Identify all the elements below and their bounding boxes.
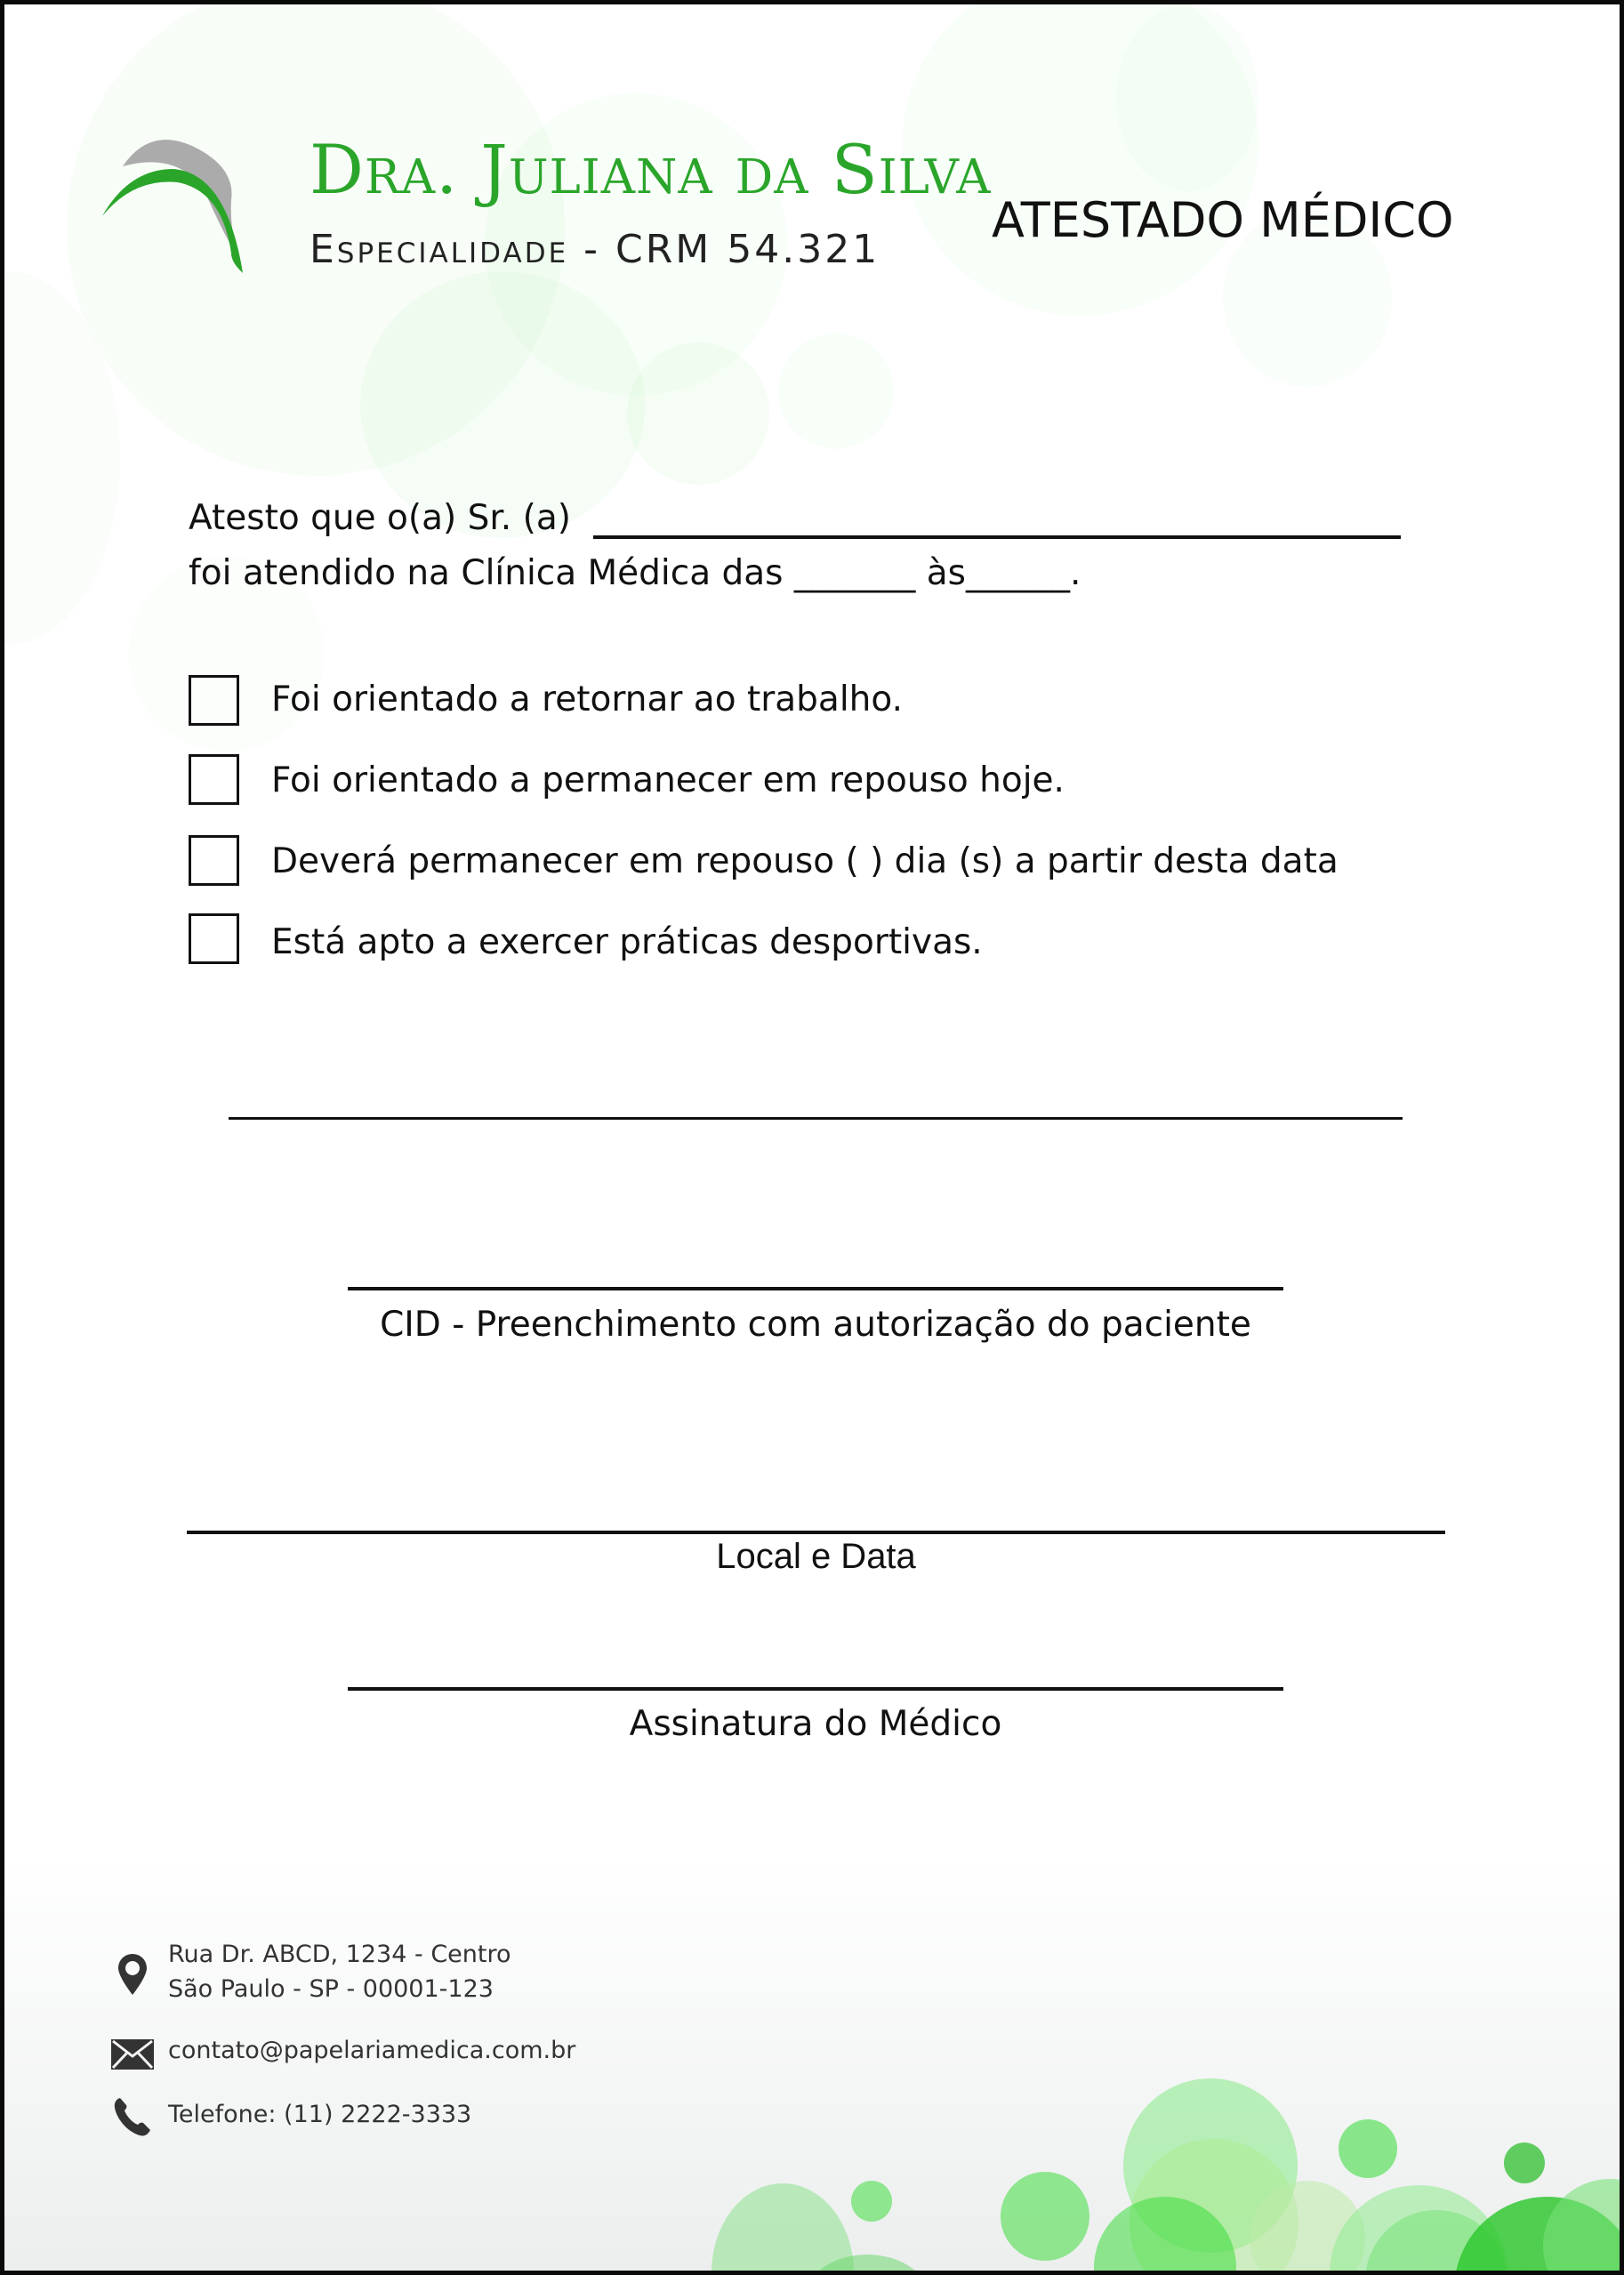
bg-bubble [778,334,894,449]
bg-bubble [1094,2197,1236,2275]
phone-icon [113,2096,152,2141]
bg-bubble [1123,2078,1298,2253]
bg-bubble [1001,2172,1089,2261]
local-date-label: Local e Data [716,1537,916,1576]
option-return-to-work-label: Foi orientado a retornar ao trabalho. [271,679,903,719]
document-title: ATESTADO MÉDICO [992,192,1454,248]
bg-bubble [851,2181,892,2222]
address [168,1937,511,2006]
bg-bubble [712,2183,854,2275]
option-fit-for-sports-label: Está apto a exercer práticas desportivas. [271,922,983,962]
checkbox-fit-for-sports[interactable] [189,913,239,964]
patient-name-line [189,498,571,538]
address-line-1: Rua Dr. ABCD, 1234 - Centro [168,1941,511,1968]
bg-bubble [1365,2210,1507,2275]
bg-bubble [1543,2179,1624,2275]
phone-number: Telefone: (11) 2222-3333 [168,2101,472,2128]
option-rest-days-label: Deverá permanecer em repouso ( ) dia (s) a partir desta data [271,841,1339,881]
doctor-specialty: Especialidade - CRM 54.321 [310,227,880,272]
location-pin-icon [118,1954,147,1998]
cid-field-line[interactable] [348,1287,1283,1290]
bg-bubble [805,2255,929,2275]
attendance-time-line: foi atendido na Clínica Médica das _______ às______. [189,553,1081,593]
bg-bubble [1130,2139,1298,2275]
notes-line[interactable] [229,1117,1403,1120]
checkbox-rest-today[interactable] [189,754,239,805]
bg-bubble [1339,2119,1397,2178]
address-line-2: São Paulo - SP - 00001-123 [168,1975,494,2004]
option-rest-today-label: Foi orientado a permanecer em repouso hoje. [271,760,1065,800]
bg-bubble [1116,4,1258,191]
logo-arcs-icon [98,129,276,280]
doctor-signature-line[interactable] [348,1687,1283,1691]
patient-name-prefix: Atesto que o(a) Sr. (a) [189,498,571,538]
bg-bubble [0,271,120,645]
bg-bubble [1454,2197,1624,2275]
checkbox-return-to-work[interactable] [189,675,239,726]
bg-bubble [1250,2181,1365,2275]
local-date-field-line[interactable] [187,1531,1445,1534]
doctor-signature-label: Assinatura do Médico [629,1704,1002,1744]
patient-name-field[interactable] [593,535,1401,539]
doctor-name: Dra. Juliana da Silva [310,130,992,209]
email-link[interactable]: contato@papelariamedica.com.br [168,2037,576,2064]
bg-bubble [1330,2185,1507,2275]
bg-bubble [1504,2142,1545,2183]
clinic-logo [98,129,276,280]
envelope-icon [111,2039,154,2073]
cid-label: CID - Preenchimento com autorização do paciente [380,1305,1251,1345]
bg-bubble [627,342,769,485]
checkbox-rest-days[interactable] [189,835,239,886]
